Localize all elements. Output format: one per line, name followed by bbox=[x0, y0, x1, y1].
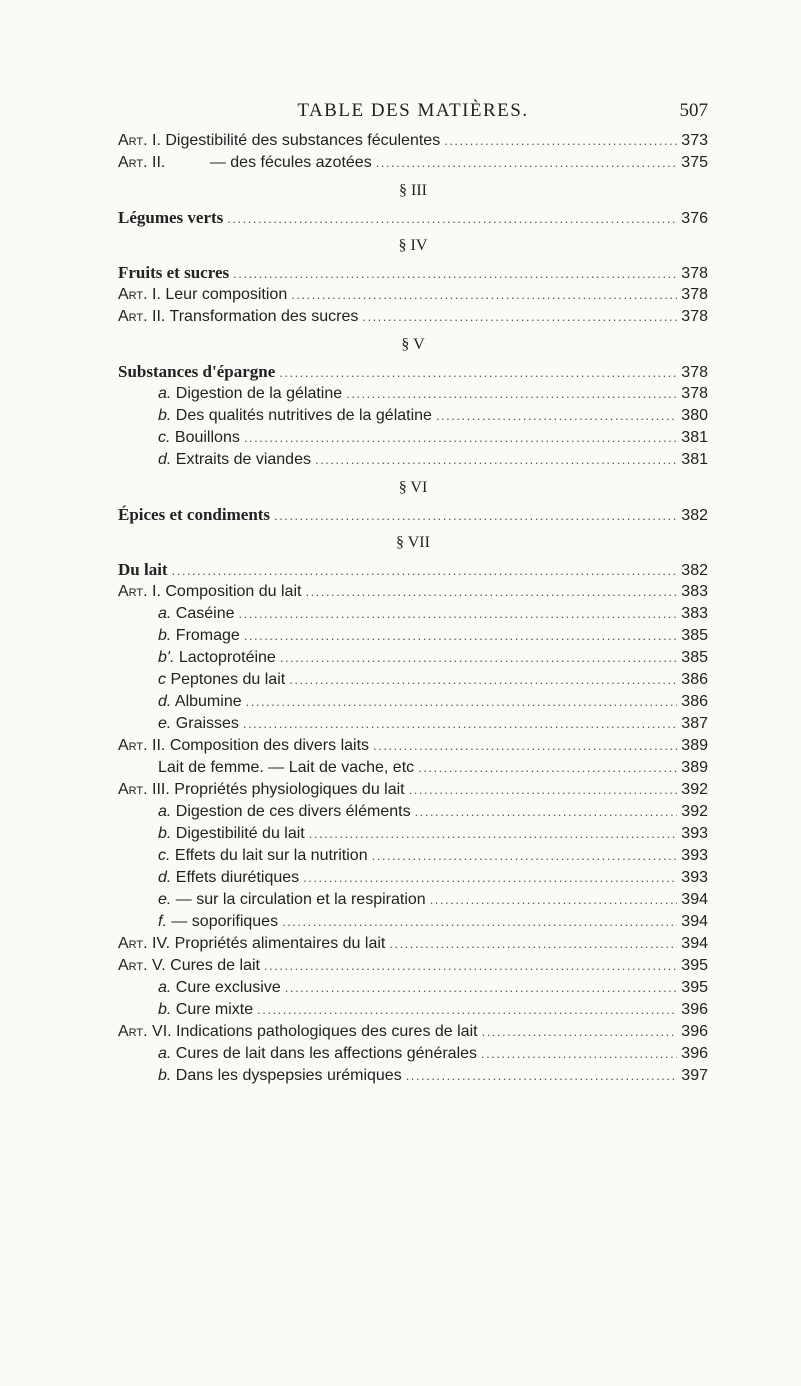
page-ref: 385 bbox=[681, 649, 708, 666]
item-letter: c. bbox=[158, 847, 171, 864]
article-label: Art. I. bbox=[118, 286, 161, 303]
article-label: Art. I. bbox=[118, 132, 161, 149]
toc-entry bbox=[118, 779, 708, 801]
section-heading: § VI bbox=[398, 479, 428, 496]
toc-entry-text bbox=[118, 306, 358, 328]
toc-entry bbox=[118, 933, 708, 955]
toc-entry-text bbox=[118, 801, 411, 823]
entry-title: Lait de femme. — Lait de vache, etc bbox=[158, 759, 415, 776]
toc-entry-text bbox=[118, 911, 278, 933]
dot-leader bbox=[233, 263, 677, 285]
page-ref: 378 bbox=[681, 364, 708, 381]
page-ref: 393 bbox=[681, 847, 708, 864]
dot-leader bbox=[243, 713, 677, 735]
toc-entry-text bbox=[118, 449, 311, 471]
dot-leader bbox=[257, 999, 677, 1021]
item-letter: b. bbox=[158, 825, 172, 842]
entry-title: Des qualités nutritives de la gélatine bbox=[175, 407, 432, 424]
section-heading: § IV bbox=[398, 237, 428, 254]
dot-leader bbox=[482, 1021, 678, 1043]
toc-entry bbox=[118, 603, 708, 625]
dot-leader bbox=[415, 801, 678, 823]
dot-leader bbox=[406, 1065, 678, 1087]
item-letter: e. bbox=[158, 891, 172, 908]
entry-title: Cures de lait bbox=[170, 957, 260, 974]
toc-entry bbox=[118, 361, 708, 383]
entry-title: — soporifiques bbox=[171, 913, 279, 930]
toc-entry bbox=[118, 691, 708, 713]
table-of-contents bbox=[118, 130, 708, 1087]
dot-leader bbox=[289, 669, 677, 691]
entry-title: Transformation des sucres bbox=[169, 308, 359, 325]
page-ref: 378 bbox=[681, 308, 708, 325]
toc-entry bbox=[118, 262, 708, 284]
dot-leader bbox=[418, 757, 677, 779]
chapter-heading: Fruits et sucres bbox=[118, 263, 230, 282]
toc-entry bbox=[118, 559, 708, 581]
entry-title: Cures de lait dans les affections générales bbox=[175, 1045, 478, 1062]
page-ref: 381 bbox=[681, 451, 708, 468]
page-ref: 393 bbox=[681, 825, 708, 842]
item-letter: c. bbox=[158, 429, 171, 446]
toc-entry bbox=[118, 152, 708, 174]
item-letter: a. bbox=[158, 979, 172, 996]
toc-entry bbox=[118, 757, 708, 779]
dot-leader bbox=[172, 560, 678, 582]
item-letter: a. bbox=[158, 605, 172, 622]
toc-entry-text bbox=[118, 603, 235, 625]
chapter-heading: Du lait bbox=[118, 560, 168, 579]
page-ref: 378 bbox=[681, 265, 708, 282]
toc-entry bbox=[118, 867, 708, 889]
page-ref: 378 bbox=[681, 286, 708, 303]
entry-title: Graisses bbox=[175, 715, 239, 732]
page-ref: 394 bbox=[681, 913, 708, 930]
dot-leader bbox=[244, 625, 677, 647]
dot-leader bbox=[373, 735, 677, 757]
page-ref: 396 bbox=[681, 1045, 708, 1062]
page-ref: 396 bbox=[681, 1023, 708, 1040]
entry-title: Composition des divers laits bbox=[169, 737, 370, 754]
dot-leader bbox=[264, 955, 677, 977]
page-ref: 393 bbox=[681, 869, 708, 886]
toc-entry-text bbox=[118, 130, 440, 152]
entry-title: Peptones du lait bbox=[170, 671, 286, 688]
dot-leader bbox=[309, 823, 678, 845]
page-number: 507 bbox=[679, 100, 708, 121]
toc-entry bbox=[118, 504, 708, 526]
toc-entry-text bbox=[118, 845, 368, 867]
toc-entry bbox=[118, 581, 708, 603]
dot-leader bbox=[481, 1043, 677, 1065]
toc-entry-text bbox=[118, 581, 301, 603]
chapter-heading: Légumes verts bbox=[118, 208, 224, 227]
item-letter: d. bbox=[158, 869, 172, 886]
entry-title: Digestion de ces divers éléments bbox=[175, 803, 411, 820]
toc-entry bbox=[118, 955, 708, 977]
dot-leader bbox=[376, 152, 678, 174]
toc-entry-text bbox=[118, 933, 385, 955]
page-ref: 383 bbox=[681, 583, 708, 600]
entry-title: Dans les dyspepsies urémiques bbox=[175, 1067, 402, 1084]
page-title: TABLE DES MATIÈRES. bbox=[297, 100, 529, 121]
dot-leader bbox=[280, 647, 677, 669]
toc-entry bbox=[118, 977, 708, 999]
page-ref: 386 bbox=[681, 693, 708, 710]
dot-leader bbox=[274, 505, 677, 527]
item-letter: a. bbox=[158, 1045, 172, 1062]
article-label: Art. V. bbox=[118, 957, 166, 974]
dot-leader bbox=[227, 208, 677, 230]
toc-entry-text bbox=[118, 152, 372, 174]
page-ref: 396 bbox=[681, 1001, 708, 1018]
dot-leader bbox=[244, 427, 677, 449]
entry-title: Composition du lait bbox=[165, 583, 302, 600]
page-ref: 382 bbox=[681, 562, 708, 579]
article-label: Art. III. bbox=[118, 781, 170, 798]
toc-entry bbox=[118, 405, 708, 427]
article-label: Art. II. bbox=[118, 737, 166, 754]
toc-entry bbox=[118, 625, 708, 647]
toc-entry-text bbox=[118, 779, 405, 801]
page-ref: 389 bbox=[681, 737, 708, 754]
dot-leader bbox=[436, 405, 677, 427]
section-heading: § VII bbox=[396, 534, 430, 551]
toc-entry-text bbox=[118, 889, 426, 911]
toc-entry-text bbox=[118, 284, 287, 306]
toc-entry-text bbox=[118, 823, 305, 845]
entry-title: Albumine bbox=[174, 693, 242, 710]
article-label: Art. II. bbox=[118, 308, 166, 325]
page-ref: 383 bbox=[681, 605, 708, 622]
page-ref: 382 bbox=[681, 507, 708, 524]
toc-entry bbox=[118, 801, 708, 823]
entry-title: Bouillons bbox=[174, 429, 240, 446]
page-ref: 376 bbox=[681, 210, 708, 227]
entry-title: — des fécules azotées bbox=[209, 154, 372, 171]
entry-title: — sur la circulation et la respiration bbox=[175, 891, 426, 908]
item-letter: d. bbox=[158, 693, 172, 710]
page-ref: 392 bbox=[681, 781, 708, 798]
entry-title: Lactoprotéine bbox=[178, 649, 276, 666]
toc-entry-text bbox=[118, 669, 285, 691]
entry-title: Indications pathologiques des cures de lait bbox=[176, 1023, 478, 1040]
entry-title: Digestibilité des substances féculentes bbox=[165, 132, 441, 149]
page-ref: 395 bbox=[681, 957, 708, 974]
chapter-heading: Substances d'épargne bbox=[118, 362, 276, 381]
toc-entry-text bbox=[118, 405, 432, 427]
dot-leader bbox=[362, 306, 677, 328]
toc-entry-text bbox=[118, 735, 369, 757]
toc-entry-text bbox=[118, 999, 253, 1021]
entry-title: Extraits de viandes bbox=[175, 451, 311, 468]
dot-leader bbox=[291, 284, 677, 306]
toc-entry-text bbox=[118, 1065, 402, 1087]
item-letter: e. bbox=[158, 715, 172, 732]
item-letter: a. bbox=[158, 803, 172, 820]
page-ref: 386 bbox=[681, 671, 708, 688]
toc-entry bbox=[118, 845, 708, 867]
page-ref: 392 bbox=[681, 803, 708, 820]
entry-title: Propriétés physiologiques du lait bbox=[174, 781, 405, 798]
toc-entry bbox=[118, 713, 708, 735]
dot-leader bbox=[315, 449, 677, 471]
toc-entry-text bbox=[118, 1043, 477, 1065]
toc-entry bbox=[118, 999, 708, 1021]
toc-entry bbox=[118, 1021, 708, 1043]
article-label: Art. I. bbox=[118, 583, 161, 600]
page-header bbox=[118, 100, 708, 128]
entry-title: Effets diurétiques bbox=[175, 869, 300, 886]
entry-title: Leur composition bbox=[165, 286, 288, 303]
toc-entry-text bbox=[118, 713, 239, 735]
page-ref: 380 bbox=[681, 407, 708, 424]
page-ref: 373 bbox=[681, 132, 708, 149]
dot-leader bbox=[279, 362, 677, 384]
toc-entry-text bbox=[118, 1021, 478, 1043]
article-label: Art. IV. bbox=[118, 935, 171, 952]
toc-entry bbox=[118, 427, 708, 449]
toc-entry-text bbox=[118, 955, 260, 977]
toc-entry bbox=[118, 130, 708, 152]
toc-entry bbox=[118, 823, 708, 845]
entry-title: Cure mixte bbox=[175, 1001, 254, 1018]
entry-title: Effets du lait sur la nutrition bbox=[174, 847, 368, 864]
entry-title: Digestion de la gélatine bbox=[175, 385, 343, 402]
toc-entry bbox=[118, 889, 708, 911]
toc-entry bbox=[118, 449, 708, 471]
page-ref: 375 bbox=[681, 154, 708, 171]
item-letter: a. bbox=[158, 385, 172, 402]
dot-leader bbox=[246, 691, 678, 713]
section-heading: § V bbox=[401, 336, 425, 353]
item-letter: b. bbox=[158, 1067, 172, 1084]
entry-title: Propriétés alimentaires du lait bbox=[174, 935, 386, 952]
entry-title: Caséine bbox=[175, 605, 235, 622]
dot-leader bbox=[444, 130, 677, 152]
section-heading: § III bbox=[399, 182, 427, 199]
item-letter: d. bbox=[158, 451, 172, 468]
toc-entry-text bbox=[118, 691, 242, 713]
page-ref: 378 bbox=[681, 385, 708, 402]
page-ref: 397 bbox=[681, 1067, 708, 1084]
dot-leader bbox=[346, 383, 677, 405]
page-ref: 395 bbox=[681, 979, 708, 996]
toc-entry bbox=[118, 284, 708, 306]
toc-entry bbox=[118, 207, 708, 229]
entry-title: Cure exclusive bbox=[175, 979, 281, 996]
article-label: Art. VI. bbox=[118, 1023, 172, 1040]
toc-entry bbox=[118, 647, 708, 669]
page-ref: 389 bbox=[681, 759, 708, 776]
toc-entry-text bbox=[118, 977, 281, 999]
dot-leader bbox=[282, 911, 677, 933]
toc-entry bbox=[118, 735, 708, 757]
dot-leader bbox=[372, 845, 678, 867]
toc-entry bbox=[118, 1065, 708, 1087]
page-ref: 385 bbox=[681, 627, 708, 644]
toc-entry-text bbox=[118, 383, 342, 405]
toc-entry-text bbox=[118, 867, 299, 889]
entry-title: Digestibilité du lait bbox=[175, 825, 305, 842]
toc-entry-text bbox=[118, 625, 240, 647]
page-ref: 387 bbox=[681, 715, 708, 732]
dot-leader bbox=[409, 779, 678, 801]
item-letter: f. bbox=[158, 913, 167, 930]
toc-entry-text bbox=[118, 427, 240, 449]
toc-entry bbox=[118, 1043, 708, 1065]
toc-entry-text bbox=[118, 647, 276, 669]
page-ref: 394 bbox=[681, 935, 708, 952]
dot-leader bbox=[285, 977, 678, 999]
item-letter: c bbox=[158, 671, 166, 688]
dot-leader bbox=[303, 867, 677, 889]
article-label: Art. II. bbox=[118, 154, 166, 171]
toc-entry bbox=[118, 383, 708, 405]
toc-entry bbox=[118, 306, 708, 328]
toc-entry bbox=[118, 911, 708, 933]
item-letter: b. bbox=[158, 627, 172, 644]
dot-leader bbox=[430, 889, 678, 911]
item-letter: b. bbox=[158, 407, 172, 424]
dot-leader bbox=[389, 933, 677, 955]
dot-leader bbox=[239, 603, 678, 625]
toc-entry bbox=[118, 669, 708, 691]
dot-leader bbox=[305, 581, 677, 603]
entry-title: Fromage bbox=[175, 627, 240, 644]
item-letter: b. bbox=[158, 1001, 172, 1018]
page-ref: 381 bbox=[681, 429, 708, 446]
chapter-heading: Épices et condiments bbox=[118, 505, 271, 524]
page-ref: 394 bbox=[681, 891, 708, 908]
item-letter: b'. bbox=[158, 649, 175, 666]
